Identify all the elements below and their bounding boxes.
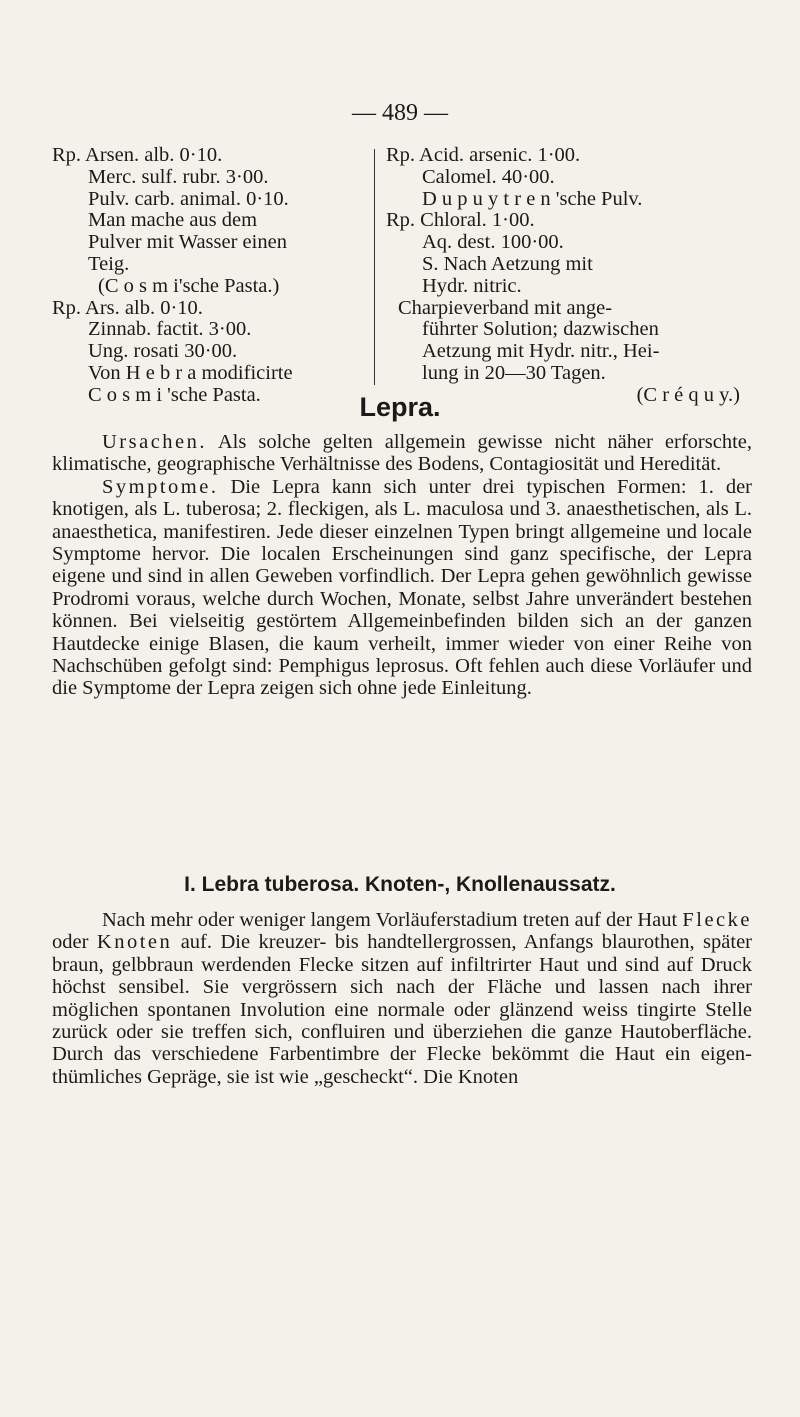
recipe-columns [52,144,752,406]
flecke-term: Flecke [682,909,752,931]
recipe-line: Aq. dest. 100·00. [422,231,564,254]
page-number: — 489 — [352,100,448,126]
recipe-line: lung in 20—30 Tagen. [422,361,606,384]
recipe-line: Hydr. nitric. [422,274,522,297]
recipe-column-right [386,145,752,407]
recipe-line: (C r é q u y.) [636,383,740,406]
ursachen-label: Ursachen. [102,431,208,453]
recipe-line: S. Nach Aetzung mit [422,252,593,275]
recipe-line: Teig. [88,252,130,275]
recipe-line: Merc. sulf. rubr. 3·00. [88,165,269,188]
recipe-line: Aetzung mit Hydr. nitr., Hei- [422,340,660,363]
symptome-text: Die Lepra kann sich unter drei typischen Formen: 1. der knotigen, als L. tuberosa; 2. fleckigen, als L. maculosa und 3. anaesthetischen, als L. anaesthetica, manifestiren. Jede dieser einzelnen Typen bringt allgemeine und locale Symptome hervor. Die localen Erscheinungen sind ganz specifische, der Lepra eigene und sind in allen Geweben vorfindlich. Der Lepra gehen gewöhnlich gewisse Prodromi voraus, welche durch Wochen, Monate, selbst Jahre unverändert bestehen können. Bei vielseitig gestörtem Allgemeinbefinden bilden sich an der ganzen Hautdecke einige Blasen, die kaum verheilt, immer wieder von einer Reihe von Nachschüben gefolgt sind: Pemphigus leprosus. Oft fehlen auch diese Vorläufer und die Symptome der Lepra zeigen sich ohne jede Einleitung. [52,475,752,700]
recipe-line: Von H e b r a modificirte [88,361,293,384]
intro-text [52,431,752,700]
section1-text-c: auf. Die kreuzer- bis handtellergrossen, Anfangs blaurothen, später braun, gelbbraun werdenden Flecke sitzen auf infiltrirter Haut und sind auf Druck höchst sensibel. Sie vergrössern sich nach der Fläche und lassen nach ihrer möglichen spontanen Involution eine normale oder glänzend weiss tingirte Stelle zurück oder sie treffen sich, confluiren und überziehen die ganze Hautoberfläche. Durch das verschiedene Farbentimbre der Flecke bekömmt die Haut ein eigenthümliches Gepräge, sie ist wie „gescheckt“. Die Knoten [52,931,752,1088]
recipe-line: Rp. Chloral. 1·00. [386,209,535,232]
recipe-line: führter Solution; dazwischen [422,318,659,341]
recipe-line: Man mache aus dem [88,209,258,232]
section1-text [52,909,752,1088]
section-title: Lepra. [359,392,441,422]
subheading: I. Lebra tuberosa. Knoten-, Knollenaussatz. [184,873,616,896]
paragraph-symptome [52,476,752,700]
recipe-line: Zinnab. factit. 3·00. [88,318,252,341]
section1-text-a: Nach mehr oder weniger langem Vorläuferstadium treten auf der Haut [102,909,683,931]
recipe-line: Calomel. 40·00. [422,165,555,188]
recipe-line: Pulv. carb. animal. 0·10. [88,187,289,210]
recipe-line: Rp. Arsen. alb. 0·10. [52,144,223,166]
recipe-line: D u p u y t r e n 'sche Pulv. [422,187,643,210]
ursachen-text: Als solche gelten allgemein gewisse nicht näher erforschte, klimatische, geographische Verhältnisse des Bodens, Contagiosität und Heredität. [52,431,752,476]
recipe-line: Rp. Acid. arsenic. 1·00. [386,144,581,166]
recipe-line: C o s m i 'sche Pasta. [88,383,261,406]
symptome-label: Symptome. [102,475,219,498]
column-divider [374,149,375,385]
recipe-line: Ung. rosati 30·00. [88,340,238,363]
recipe-line: (C o s m i'sche Pasta.) [98,274,280,297]
section1-text-b: oder [52,931,97,954]
paragraph-ursachen [52,431,752,476]
recipe-line: Rp. Ars. alb. 0·10. [52,296,203,319]
recipe-line: Charpieverband mit ange- [398,296,613,319]
recipe-line: Pulver mit Wasser einen [88,231,287,254]
recipe-column-left [52,145,366,407]
paragraph-section1 [52,909,752,1088]
knoten-term: Knoten [96,931,173,954]
